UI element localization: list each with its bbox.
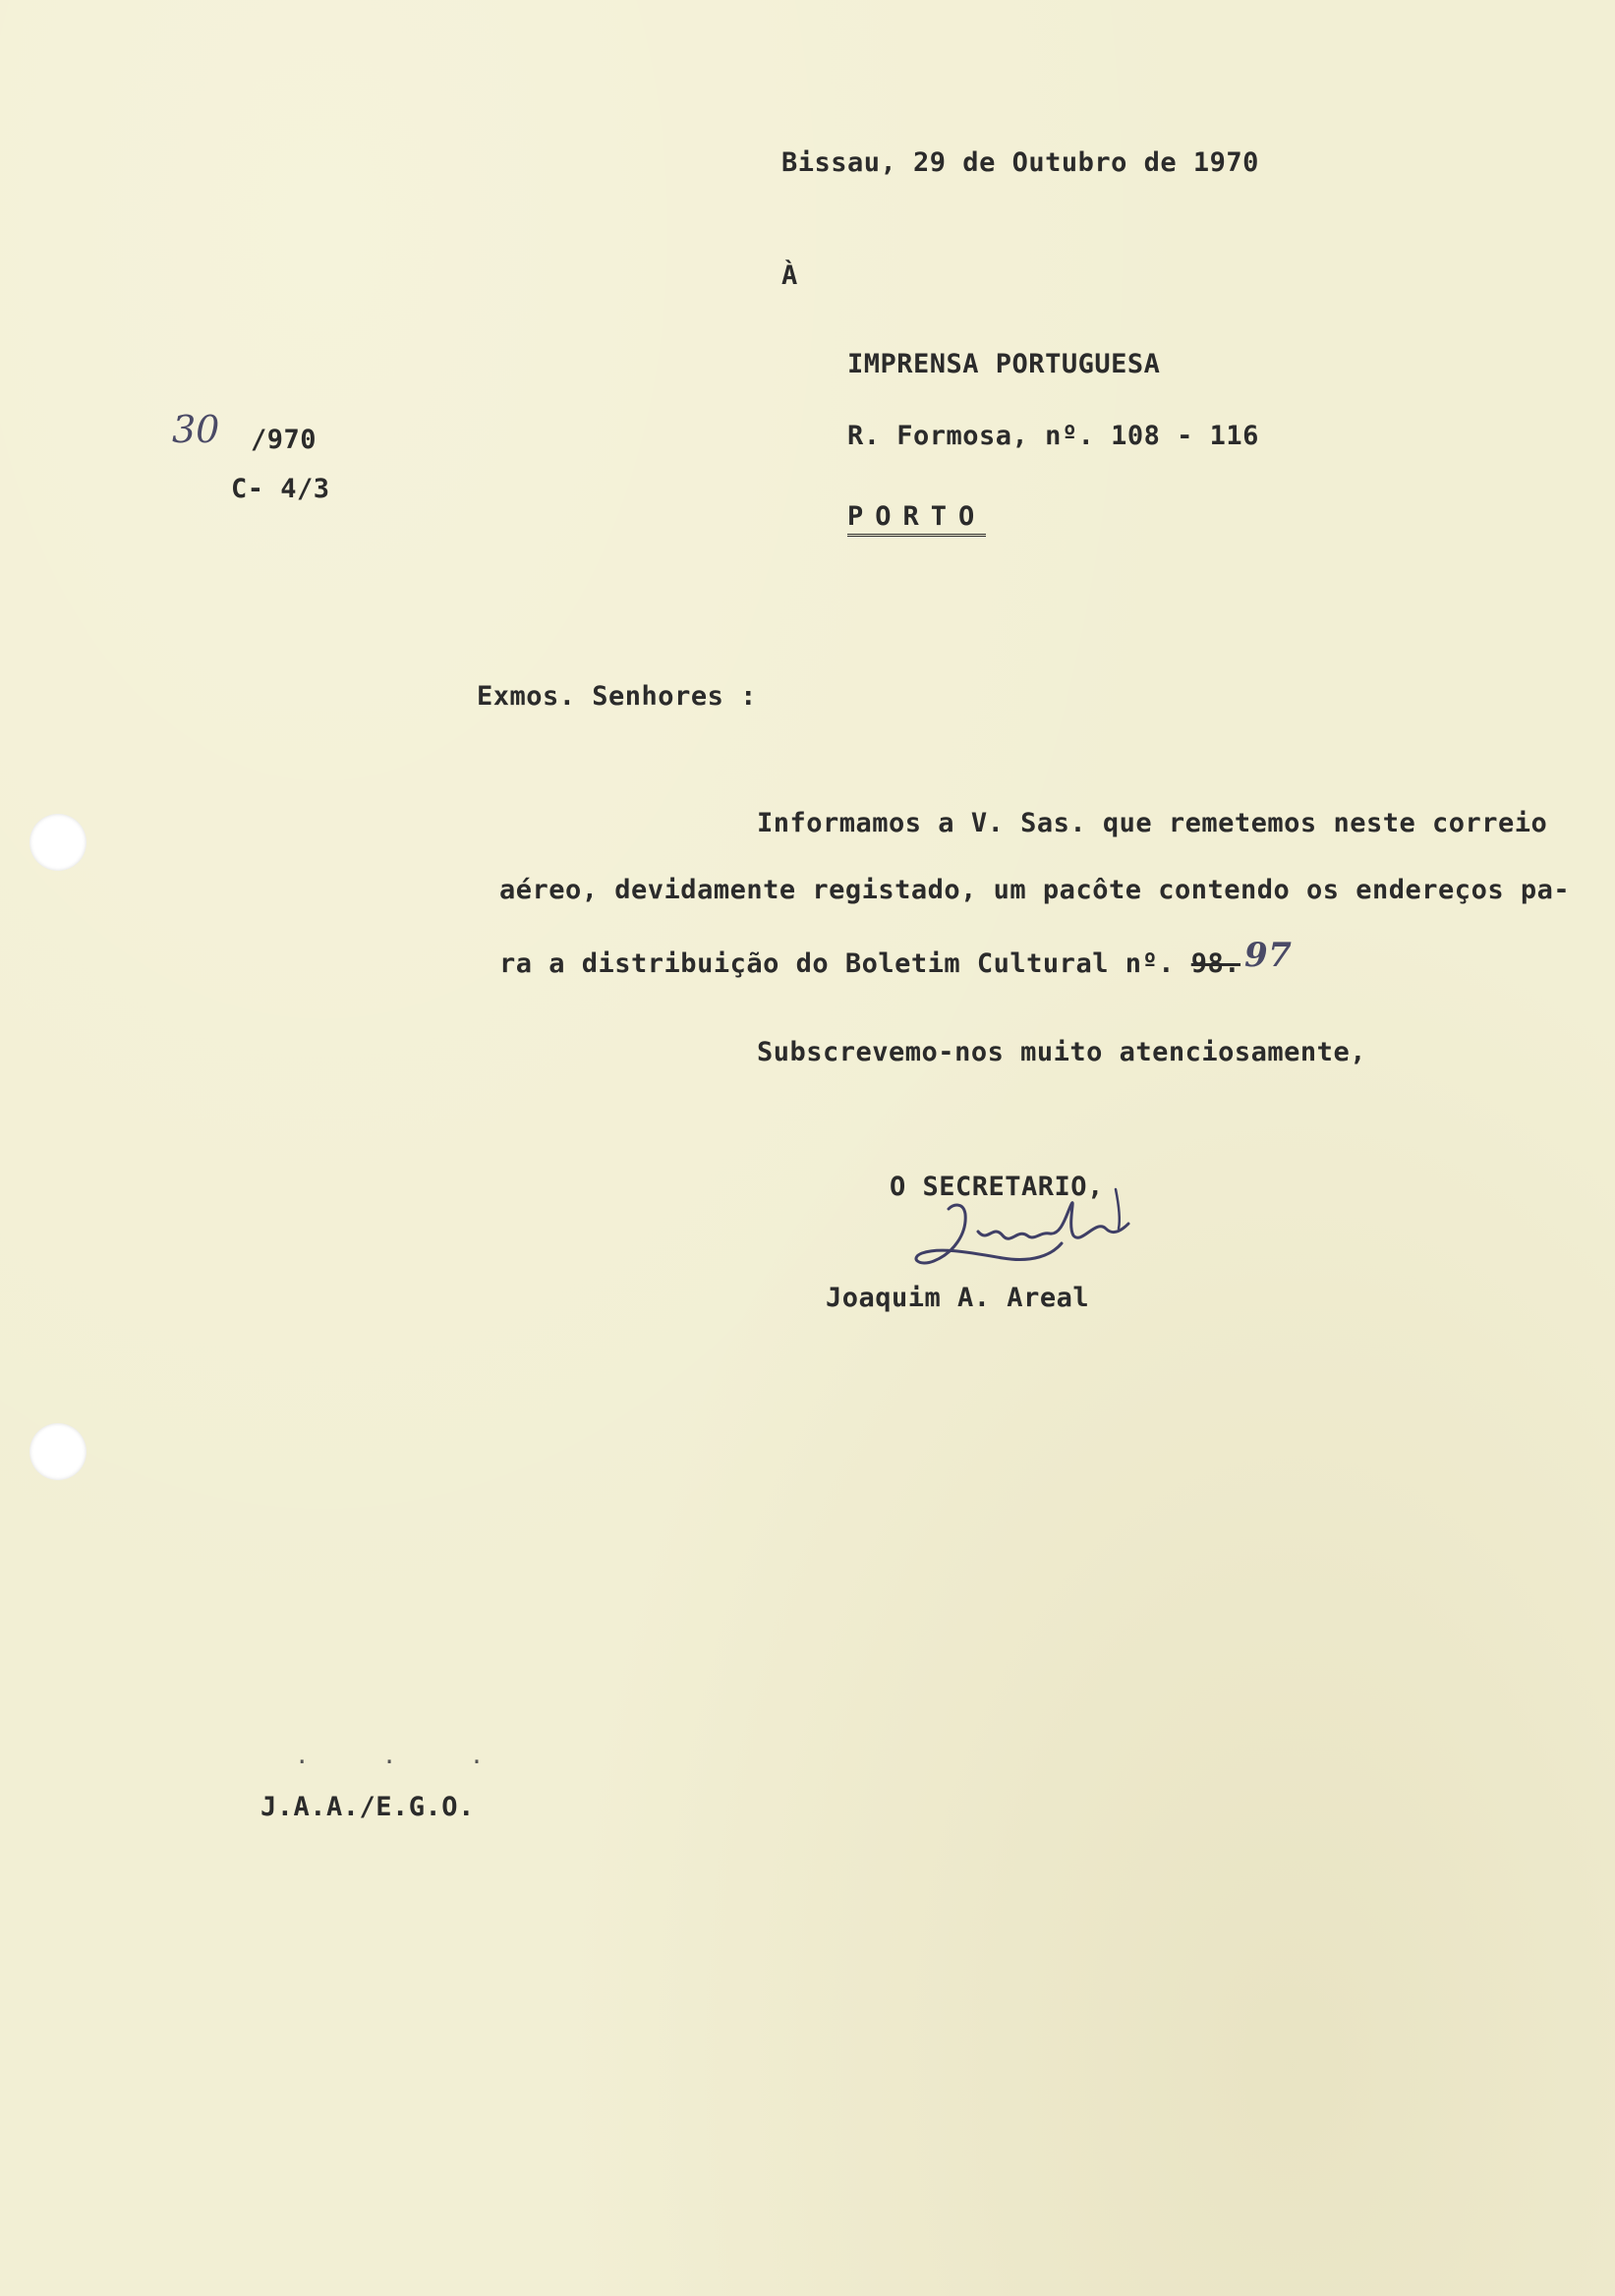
recipient-address: R. Formosa, nº. 108 - 116 bbox=[847, 421, 1259, 451]
date-line: Bissau, 29 de Outubro de 1970 bbox=[781, 147, 1259, 178]
struck-number: 98. bbox=[1190, 948, 1241, 979]
body-line-2: aéreo, devidamente registado, um pacôte contendo os endereços pa- bbox=[499, 875, 1571, 905]
reference-code: C- 4/3 bbox=[231, 474, 330, 504]
body-line-1: Informamos a V. Sas. que remetemos neste correio bbox=[757, 808, 1548, 838]
initials-dots: . . . bbox=[295, 1742, 514, 1769]
initials: J.A.A./E.G.O. bbox=[260, 1792, 475, 1822]
recipient-city: PORTO bbox=[847, 501, 986, 537]
corrected-number-handwritten: 97 bbox=[1244, 936, 1293, 975]
body-line-3-text: ra a distribuição do Boletim Cultural nº. bbox=[499, 948, 1175, 979]
body-line-3 bbox=[499, 936, 1293, 981]
signer-name: Joaquim A. Areal bbox=[826, 1283, 1090, 1313]
handwritten-signature bbox=[894, 1175, 1170, 1292]
punch-hole-bottom bbox=[29, 1423, 87, 1480]
salutation: Exmos. Senhores : bbox=[477, 681, 757, 712]
recipient-name: IMPRENSA PORTUGUESA bbox=[847, 349, 1161, 379]
reference-number-typed: /970 bbox=[251, 425, 317, 455]
signature-title: O SECRETARIO, bbox=[890, 1172, 1104, 1202]
to-prefix: À bbox=[781, 260, 798, 291]
closing: Subscrevemo-nos muito atenciosamente, bbox=[757, 1037, 1366, 1067]
punch-hole-top bbox=[29, 814, 87, 871]
reference-number-handwritten: 30 bbox=[172, 408, 220, 451]
